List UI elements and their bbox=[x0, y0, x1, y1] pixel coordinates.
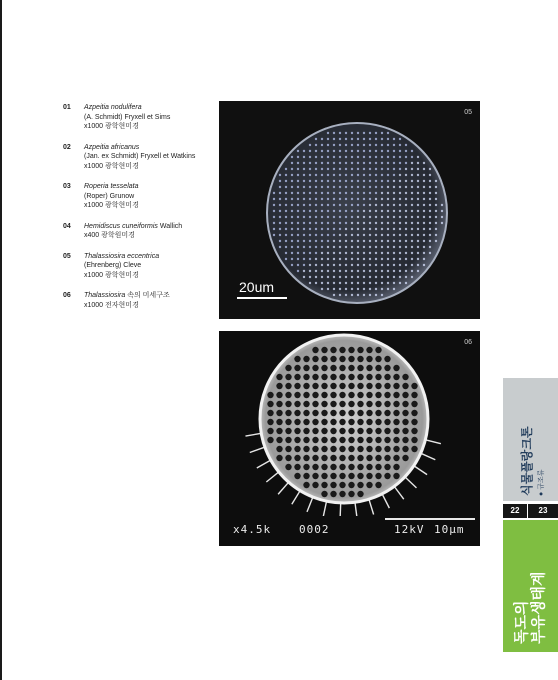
caption-number: 03 bbox=[63, 183, 71, 190]
caption-line: Azpeitia africanus bbox=[84, 143, 140, 151]
scale-bar bbox=[237, 297, 287, 299]
sem-scale: 10µm bbox=[434, 523, 465, 536]
caption-list bbox=[63, 103, 213, 321]
caption-line: Azpeitia nodulifera bbox=[84, 104, 142, 111]
page-number-right: 23 bbox=[528, 504, 558, 518]
caption-item bbox=[63, 252, 213, 281]
page-edge bbox=[0, 0, 2, 680]
caption-line: x1000 광학현미경 bbox=[84, 202, 139, 209]
caption-line: Thalassiosira 속의 미세구조 bbox=[84, 292, 170, 299]
caption-line: x1000 광학현미경 bbox=[84, 271, 139, 279]
chapter-title-line2: 부유생태계 bbox=[530, 571, 547, 644]
scale-bar bbox=[385, 518, 475, 520]
photo-number: 06 bbox=[464, 339, 472, 346]
caption-line: Thalassiosira eccentrica bbox=[84, 252, 160, 260]
caption-item bbox=[63, 222, 213, 241]
caption-line: Hemidiscus cuneiformis Wallich bbox=[84, 222, 183, 230]
sem-magnification: x4.5k bbox=[233, 523, 272, 536]
caption-number: 01 bbox=[63, 104, 71, 111]
caption-item bbox=[63, 182, 213, 211]
diatom-valve-05 bbox=[267, 123, 447, 303]
caption-number: 04 bbox=[63, 222, 71, 230]
scale-label: 20um bbox=[239, 279, 275, 295]
chapter-tab bbox=[503, 520, 558, 652]
caption-line: x400 광학원미경 bbox=[84, 232, 135, 239]
sem-frame: 0002 bbox=[299, 523, 330, 536]
caption-number: 05 bbox=[63, 252, 71, 260]
section-subtitle: ● 규조류 bbox=[538, 469, 545, 496]
sem-voltage: 12kV bbox=[394, 523, 425, 536]
diatom-06-image bbox=[219, 331, 480, 546]
caption-item bbox=[63, 291, 213, 310]
chapter-title-line1: 독도의 bbox=[513, 600, 530, 644]
micrograph-06 bbox=[219, 331, 480, 546]
caption-line: (Ehrenberg) Cleve bbox=[84, 262, 142, 269]
caption-line: Roperia tesselata bbox=[84, 183, 139, 190]
micrograph-05 bbox=[219, 101, 480, 319]
caption-line: x1000 광학현미경 bbox=[84, 123, 139, 130]
caption-line: (Roper) Grunow bbox=[84, 192, 135, 200]
caption-item bbox=[63, 103, 213, 132]
caption-line: x1000 광학현미경 bbox=[84, 162, 139, 170]
caption-number: 02 bbox=[63, 143, 71, 151]
caption-item bbox=[63, 143, 213, 172]
caption-number: 06 bbox=[63, 292, 71, 299]
caption-line: x1000 전자현미경 bbox=[84, 301, 139, 309]
page-number-left: 22 bbox=[503, 504, 527, 518]
section-title: 식물플랑크톤 bbox=[520, 426, 534, 496]
caption-line: (A. Schmidt) Fryxell et Sims bbox=[84, 113, 171, 121]
section-tab bbox=[503, 378, 558, 501]
caption-line: (Jan. ex Schmidt) Fryxell et Watkins bbox=[84, 153, 196, 160]
photo-number: 05 bbox=[464, 109, 472, 116]
